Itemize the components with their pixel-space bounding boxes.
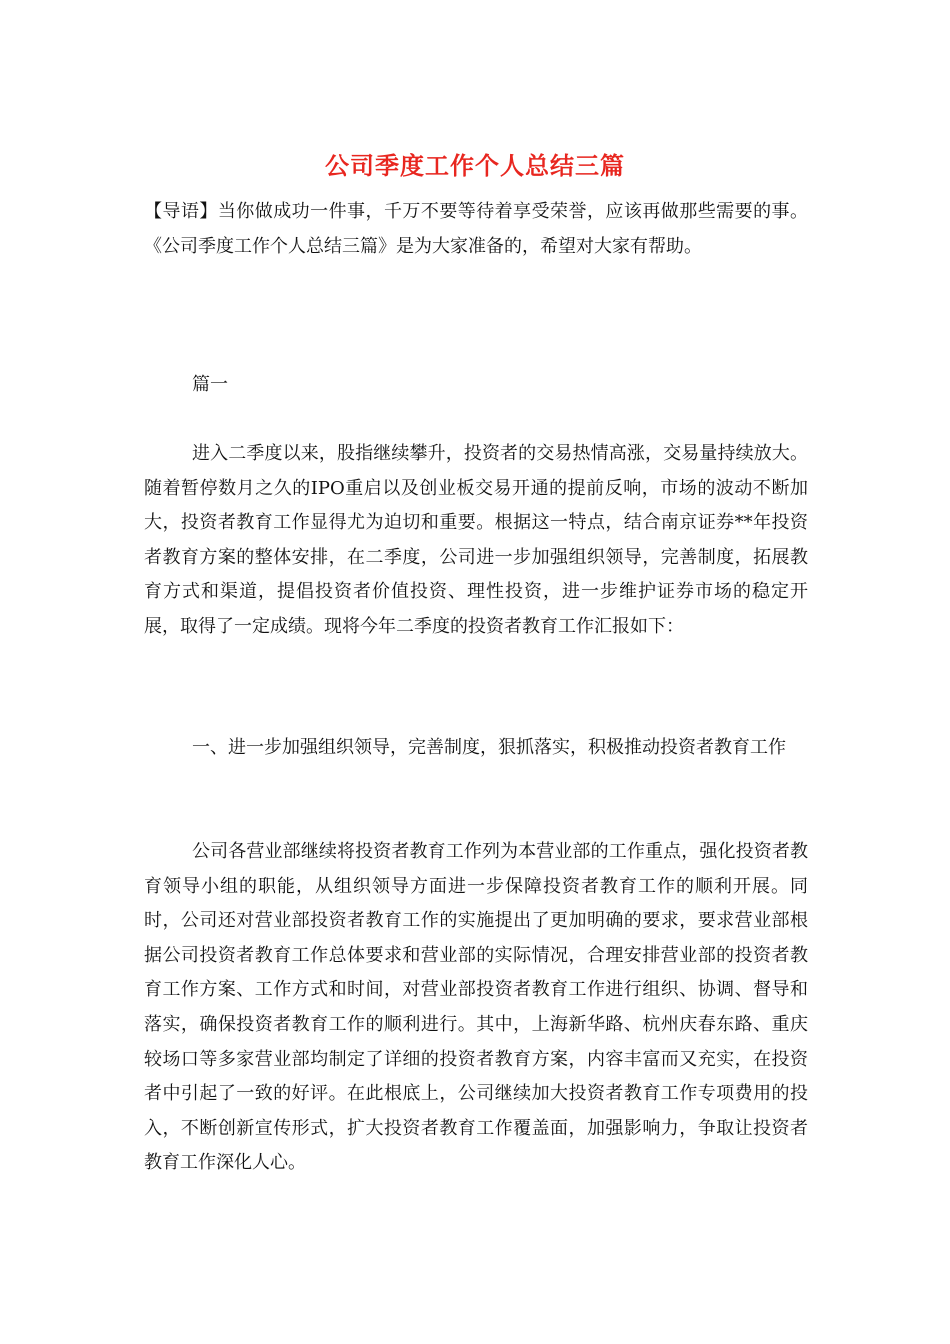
intro-paragraph: 【导语】当你做成功一件事，千万不要等待着享受荣誉，应该再做那些需要的事。《公司季度工作个人总结三篇》是为大家准备的，希望对大家有帮助。 <box>144 201 808 257</box>
section-label: 篇一 <box>192 374 228 395</box>
section-heading-1: 一、进一步加强组织领导，完善制度，狠抓落实，积极推动投资者教育工作 <box>192 737 786 758</box>
body-paragraph-1: 进入二季度以来，股指继续攀升，投资者的交易热情高涨，交易量持续放大。随着暂停数月之久的IPO重启以及创业板交易开通的提前反响，市场的波动不断加大，投资者教育工作显得尤为迫切和重要。根据这一特点，结合南京证券**年投资者教育方案的整体安排，在二季度，公司进一步加强组织领导，完善制度，拓展教育方式和渠道，提倡投资者价值投资、理性投资，进一步维护证券市场的稳定开展，取得了一定成绩。现将今年二季度的投资者教育工作汇报如下： <box>144 443 808 637</box>
body-paragraph-2: 公司各营业部继续将投资者教育工作列为本营业部的工作重点，强化投资者教育领导小组的职能，从组织领导方面进一步保障投资者教育工作的顺利开展。同时，公司还对营业部投资者教育工作的实施提出了更加明确的要求，要求营业部根据公司投资者教育工作总体要求和营业部的实际情况，合理安排营业部的投资者教育工作方案、工作方式和时间，对营业部投资者教育工作进行组织、协调、督导和落实，确保投资者教育工作的顺利进行。其中，上海新华路、杭州庆春东路、重庆较场口等多家营业部均制定了详细的投资者教育方案，内容丰富而又充实，在投资者中引起了一致的好评。在此根底上，公司继续加大投资者教育工作专项费用的投入，不断创新宣传形式，扩大投资者教育工作覆盖面，加强影响力，争取让投资者教育工作深化人心。 <box>144 841 808 1174</box>
document-title: 公司季度工作个人总结三篇 <box>325 151 625 180</box>
